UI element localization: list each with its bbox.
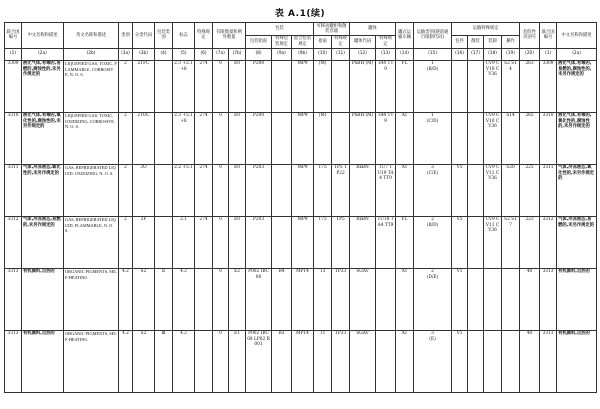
- packing-special: B3: [272, 330, 292, 392]
- packing-group: [155, 216, 173, 268]
- h-tank-vehicle: 罐式运输车辆: [396, 23, 414, 49]
- ts-bulk: [468, 268, 484, 330]
- en-name: ORGANIC PIGMENTS, SELF-HEATING: [64, 330, 119, 392]
- class-code: 3O: [133, 164, 155, 216]
- h-ts-operation: 操作: [502, 35, 520, 48]
- tank-special: TA4 TT9: [376, 60, 396, 112]
- ts-operation: S20: [502, 164, 520, 216]
- ts-loading: CV9 CV10 CV36: [484, 60, 502, 112]
- tank-special: [376, 330, 396, 392]
- dangerous-goods-table: [4, 22, 597, 393]
- zh-name-repeat: 液化气体,有毒的,易燃的,腐蚀性的,未另作规定的: [557, 60, 597, 112]
- ts-loading: [484, 330, 502, 392]
- special-provisions: 274: [195, 60, 213, 112]
- transport-category: 2 (B/D): [414, 216, 452, 268]
- mixed-packing: MP9: [292, 60, 314, 112]
- limited-quantity: 0: [213, 330, 229, 392]
- class-code: 2TFC: [133, 60, 155, 112]
- idx-cell: (2b): [64, 48, 119, 60]
- zh-name: 有机颜料,自热的: [22, 330, 64, 392]
- ts-loading: [484, 268, 502, 330]
- packing-group: Ⅲ: [155, 330, 173, 392]
- excepted-quantity: E0: [229, 216, 246, 268]
- packing-special: B4: [272, 268, 292, 330]
- packing-special: [272, 112, 292, 164]
- h-label: 标志: [173, 23, 195, 49]
- special-provisions: 274: [195, 164, 213, 216]
- idx-cell: (5): [173, 48, 195, 60]
- hazard-number: 225: [520, 164, 540, 216]
- h-zh-name-repeat: 中文名称和描述: [557, 23, 597, 49]
- idx-cell: (7b): [229, 48, 246, 60]
- mixed-packing: MP9: [292, 164, 314, 216]
- idx-cell: (4): [155, 48, 173, 60]
- tank-vehicle: AT: [396, 164, 414, 216]
- h-special-provisions: 特殊规定: [195, 23, 213, 49]
- h-portable-special: 特殊规定: [332, 35, 350, 48]
- mixed-packing: MP9: [292, 112, 314, 164]
- ts-loading: CV9 CV10 CV36: [484, 112, 502, 164]
- un-number-repeat: 3312: [540, 216, 557, 268]
- tank-special: TA4 TT9: [376, 112, 396, 164]
- en-name: GAS, REFRIGERATED LIQUID, FLAMMABLE, N. O. S.: [64, 216, 119, 268]
- tank-vehicle: AT: [396, 268, 414, 330]
- zh-name: 液化气体,有毒的,易燃的,腐蚀性的,未另作规定的: [22, 60, 64, 112]
- zh-name-repeat: 有机颜料,自热的: [557, 268, 597, 330]
- class: 4.2: [119, 330, 133, 392]
- excepted-quantity: E2: [229, 268, 246, 330]
- excepted-quantity: E0: [229, 164, 246, 216]
- packing-group: [155, 112, 173, 164]
- packing-instruction: P002 IBC08 LP02 R001: [246, 330, 272, 392]
- hazard-number: 40: [520, 330, 540, 392]
- tank-code: RxBN: [350, 216, 376, 268]
- hazard-number: 265: [520, 112, 540, 164]
- h-pack-instr: 包装指南: [246, 35, 272, 48]
- idx-cell: (10): [314, 48, 332, 60]
- transport-category: 1 (B/D): [414, 60, 452, 112]
- h-transport-category: 运输类别(隧道通行限制代码): [414, 23, 452, 49]
- label: 2.1: [173, 216, 195, 268]
- en-name: LIQUEFIED GAS, TOXIC, FLAMMABLE, CORROSIVE, N. O. S.: [64, 60, 119, 112]
- portable-tank-instruction: T75: [314, 164, 332, 216]
- un-number-repeat: 3310: [540, 112, 557, 164]
- ts-operation: [502, 330, 520, 392]
- table-body: [5, 60, 597, 392]
- ts-bulk: [468, 60, 484, 112]
- ts-operation: S2 S17: [502, 216, 520, 268]
- transport-category: 3 (C/E): [414, 164, 452, 216]
- h-zh-name: 中文名称和描述: [22, 23, 64, 49]
- idx-cell: (1): [540, 48, 557, 60]
- class: 4.2: [119, 268, 133, 330]
- idx-cell: (13): [376, 48, 396, 60]
- idx-cell: (16): [452, 48, 468, 60]
- un-number: 3312: [5, 216, 22, 268]
- idx-cell: (3a): [119, 48, 133, 60]
- idx-cell: (18): [484, 48, 502, 60]
- zh-name: 液化气体,有毒的,氧化性的,腐蚀性的,未另作规定的: [22, 112, 64, 164]
- ts-operation: S2 S14: [502, 60, 520, 112]
- zh-name-repeat: 气体,冷冻液态,易燃的,未另作规定的: [557, 216, 597, 268]
- ts-package: V1: [452, 268, 468, 330]
- limited-quantity: 0: [213, 164, 229, 216]
- tank-code: PxBH (M): [350, 112, 376, 164]
- un-number: 3309: [5, 60, 22, 112]
- un-number-repeat: 3309: [540, 60, 557, 112]
- idx-cell: (9a): [272, 48, 292, 60]
- h-tanks-group: 罐体: [350, 23, 396, 36]
- packing-instruction: P200: [246, 60, 272, 112]
- packing-instruction: P200: [246, 112, 272, 164]
- tank-code: PxBH (M): [350, 60, 376, 112]
- idx-cell: (20): [520, 48, 540, 60]
- hazard-number: 263: [520, 60, 540, 112]
- portable-tank-instruction: (M): [314, 60, 332, 112]
- tank-code: SGAV: [350, 330, 376, 392]
- class: 2: [119, 164, 133, 216]
- ts-loading: CV9 CV11 CV36: [484, 164, 502, 216]
- ts-operation: [502, 268, 520, 330]
- portable-tank-instruction: T75: [314, 216, 332, 268]
- ts-bulk: [468, 164, 484, 216]
- idx-cell: (8): [246, 48, 272, 60]
- ts-operation: S14: [502, 112, 520, 164]
- ts-package: V5: [452, 216, 468, 268]
- portable-tank-special: [332, 112, 350, 164]
- mixed-packing: MP9: [292, 216, 314, 268]
- tank-vehicle: AT: [396, 112, 414, 164]
- special-provisions: [195, 330, 213, 392]
- portable-tank-special: TP33: [332, 330, 350, 392]
- label: 2.3 +2.1 +8: [173, 60, 195, 112]
- idx-cell: (6): [195, 48, 213, 60]
- h-limited-quantity: 有限数量和例外数量: [213, 23, 246, 49]
- transport-category: 2 (D/E): [414, 268, 452, 330]
- h-portable-instr: 指南: [314, 35, 332, 48]
- portable-tank-special: [332, 60, 350, 112]
- zh-name-repeat: 气体,冷冻液态,氧化性的,未另作规定的: [557, 164, 597, 216]
- ts-bulk: [468, 216, 484, 268]
- excepted-quantity: E0: [229, 60, 246, 112]
- zh-name-repeat: 有机颜料,自热的: [557, 330, 597, 392]
- ts-package: [452, 112, 468, 164]
- ts-bulk: [468, 112, 484, 164]
- mixed-packing: MP14: [292, 330, 314, 392]
- idx-cell: (14): [396, 48, 414, 60]
- limited-quantity: 0: [213, 268, 229, 330]
- h-tank-code: 罐体代码: [350, 35, 376, 48]
- portable-tank-instruction: T1: [314, 330, 332, 392]
- class-code: 3F: [133, 216, 155, 268]
- h-class-code: 分类代码: [133, 23, 155, 49]
- header-row-1: [5, 23, 597, 36]
- ts-package: V1: [452, 330, 468, 392]
- h-tank-special: 特殊规定: [376, 35, 396, 48]
- idx-cell: (2a): [22, 48, 64, 60]
- packing-special: [272, 216, 292, 268]
- h-packing-group: 包装类别: [155, 23, 173, 49]
- mixed-packing: MP14: [292, 268, 314, 330]
- hazard-number: 223: [520, 216, 540, 268]
- un-number: 3313: [5, 268, 22, 330]
- class: 2: [119, 216, 133, 268]
- tank-vehicle: FL: [396, 60, 414, 112]
- h-hazard-number: 危险性识别号: [520, 23, 540, 49]
- special-provisions: [195, 268, 213, 330]
- un-number: 3310: [5, 112, 22, 164]
- label: 4.2: [173, 268, 195, 330]
- limited-quantity: 0: [213, 112, 229, 164]
- idx-cell: (7a): [213, 48, 229, 60]
- column-index-row: [5, 48, 597, 60]
- portable-tank-special: TP33: [332, 268, 350, 330]
- table-row: [5, 216, 597, 268]
- h-en-name: 英文名称和描述: [64, 23, 119, 49]
- ts-loading: CV9 CV11 CV36: [484, 216, 502, 268]
- idx-cell: (9b): [292, 48, 314, 60]
- excepted-quantity: E1: [229, 330, 246, 392]
- tank-code: SGAV: [350, 268, 376, 330]
- zh-name: 有机颜料,自热的: [22, 268, 64, 330]
- limited-quantity: 0: [213, 216, 229, 268]
- zh-name: 气体,冷冻液态,易燃的,未另作规定的: [22, 216, 64, 268]
- un-number: 3313: [5, 330, 22, 392]
- table-row: [5, 330, 597, 392]
- ts-package: V5: [452, 164, 468, 216]
- idx-cell: (17): [468, 48, 484, 60]
- h-transport-special-group: 运输特殊规定: [452, 23, 520, 36]
- idx-cell: (1): [5, 48, 22, 60]
- h-pack-mixed: 混合包装规定: [292, 35, 314, 48]
- class-code: S2: [133, 330, 155, 392]
- ts-bulk: [468, 330, 484, 392]
- excepted-quantity: E0: [229, 112, 246, 164]
- limited-quantity: 0: [213, 60, 229, 112]
- h-ts-loading: 装卸: [484, 35, 502, 48]
- tank-vehicle: FL: [396, 216, 414, 268]
- portable-tank-special: TP5 TP22: [332, 164, 350, 216]
- h-pack-special: 特殊包装规定: [272, 35, 292, 48]
- tank-special: TU18 TA4 TT9: [376, 216, 396, 268]
- class: 2: [119, 112, 133, 164]
- en-name: ORGANIC PIGMENTS, SELF-HEATING: [64, 268, 119, 330]
- idx-cell: (3b): [133, 48, 155, 60]
- zh-name: 气体,冷冻液态,氧化性的,未另作规定的: [22, 164, 64, 216]
- h-ts-package: 包件: [452, 35, 468, 48]
- class: 2: [119, 60, 133, 112]
- label: 2.2 +5.1: [173, 164, 195, 216]
- idx-cell: (15): [414, 48, 452, 60]
- table-row: [5, 164, 597, 216]
- label: 2.3 +5.1 +8: [173, 112, 195, 164]
- idx-cell: (19): [502, 48, 520, 60]
- table-title: 表 A.1(续): [274, 9, 326, 19]
- packing-special: [272, 60, 292, 112]
- special-provisions: 274: [195, 216, 213, 268]
- idx-cell: (12): [350, 48, 376, 60]
- h-un-repeat: 联合国编号: [540, 23, 557, 49]
- portable-tank-instruction: (M): [314, 112, 332, 164]
- h-un: 联合国编号: [5, 23, 22, 49]
- idx-cell: (11): [332, 48, 350, 60]
- un-number-repeat: 3311: [540, 164, 557, 216]
- idx-cell: (2a): [557, 48, 597, 60]
- un-number: 3311: [5, 164, 22, 216]
- en-name: LIQUEFIED GAS, TOXIC, OXIDIZING, CORROSIVE, N. O. S.: [64, 112, 119, 164]
- h-ts-bulk: 散装: [468, 35, 484, 48]
- class-code: S2: [133, 268, 155, 330]
- transport-category: 3 (E): [414, 330, 452, 392]
- packing-special: [272, 164, 292, 216]
- portable-tank-special: TP5: [332, 216, 350, 268]
- transport-category: 1 (C/D): [414, 112, 452, 164]
- h-class: 类别: [119, 23, 133, 49]
- special-provisions: 274: [195, 112, 213, 164]
- packing-instruction: P002 IBC08: [246, 268, 272, 330]
- tank-code: RxBN: [350, 164, 376, 216]
- label: 4.2: [173, 330, 195, 392]
- table-row: [5, 60, 597, 112]
- table-row: [5, 112, 597, 164]
- packing-group: [155, 164, 173, 216]
- packing-instruction: P203: [246, 164, 272, 216]
- portable-tank-instruction: T3: [314, 268, 332, 330]
- ts-package: [452, 60, 468, 112]
- h-portable-tanks-group: 可移动罐柜和散装容器: [314, 23, 350, 36]
- tank-vehicle: AT: [396, 330, 414, 392]
- hazard-number: 40: [520, 268, 540, 330]
- zh-name-repeat: 液化气体,有毒的,氧化性的,腐蚀性的,未另作规定的: [557, 112, 597, 164]
- table-row: [5, 268, 597, 330]
- tank-special: [376, 268, 396, 330]
- packing-group: Ⅱ: [155, 268, 173, 330]
- h-packaging-group: 包装: [246, 23, 314, 36]
- un-number-repeat: 3313: [540, 268, 557, 330]
- un-number-repeat: 3313: [540, 330, 557, 392]
- class-code: 2TOC: [133, 112, 155, 164]
- tank-special: TU7 TU19 TA4 TT9: [376, 164, 396, 216]
- en-name: GAS, REFRIGERATED LIQUID, OXIDIZING, N. O. S.: [64, 164, 119, 216]
- packing-group: [155, 60, 173, 112]
- packing-instruction: P203: [246, 216, 272, 268]
